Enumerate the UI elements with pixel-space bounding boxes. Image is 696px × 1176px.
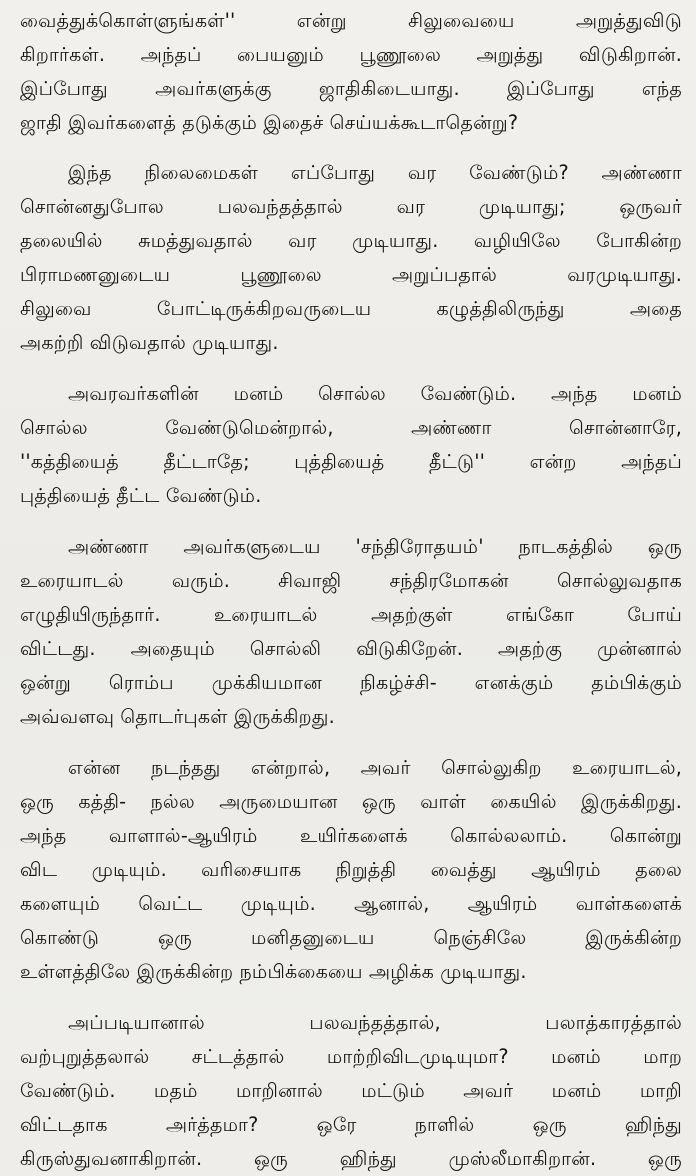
text-line: வற்புறுத்தலால் சட்டத்தால் மாற்றிவிடமுடியுமா? மனம் மாற xyxy=(20,1045,682,1068)
text-line: அகற்றி விடுவதால் முடியாது. xyxy=(20,331,279,354)
text-line: விட்டதாக அர்த்தமா? ஒரே நாளில் ஒரு ஹிந்து xyxy=(20,1113,682,1136)
text-line: ஜாதி இவர்களைத் தடுக்கும் இதைச் செய்யக்கூடாதென்று? xyxy=(20,111,519,134)
text-line: கிறார்கள். அந்தப் பையனும் பூணூலை அறுத்து விடுகிறான். xyxy=(20,43,682,66)
text-line: அவ்வளவு தொடர்புகள் இருக்கிறது. xyxy=(20,705,335,728)
text-line: ''கத்தியைத் தீட்டாதே; புத்தியைத் தீட்டு'' என்ற அந்தப் xyxy=(20,450,682,473)
text-line: பிராமணனுடைய பூணூலை அறுப்பதால் வரமுடியாது. xyxy=(20,263,682,286)
paragraph-5 xyxy=(20,751,682,989)
text-line: இப்போது அவர்களுக்கு ஜாதிகிடையாது. இப்போது எந்த xyxy=(20,77,682,100)
paragraph-3 xyxy=(20,377,682,513)
text-line: சிலுவை போட்டிருக்கிறவருடைய கழுத்திலிருந்து அதை xyxy=(20,297,682,320)
text-line: அவரவர்களின் மனம் சொல்ல வேண்டும். அந்த மனம் xyxy=(68,382,682,405)
text-line: அந்த வாளால்-ஆயிரம் உயிர்களைக் கொல்லலாம். கொன்று xyxy=(20,824,682,847)
paragraph-1 xyxy=(20,4,682,140)
text-line: கிருஸ்துவனாகிறான். ஒரு ஹிந்து முஸ்லீமாகிறான். ஒரு xyxy=(20,1147,682,1170)
text-line: என்ன நடந்தது என்றால், அவர் சொல்லுகிற உரையாடல், xyxy=(68,756,682,779)
text-line: உரையாடல் வரும். சிவாஜி சந்திரமோகன் சொல்லுவதாக xyxy=(20,569,682,592)
text-line: கொண்டு ஒரு மனிதனுடைய நெஞ்சிலே இருக்கின்ற xyxy=(20,926,682,949)
paragraph-2 xyxy=(20,156,682,360)
paragraph-4 xyxy=(20,530,682,734)
paragraph-6 xyxy=(20,1006,682,1176)
text-line: விட்டது. அதையும் சொல்லி விடுகிறேன். அதற்கு முன்னால் xyxy=(20,637,682,660)
text-line: உள்ளத்திலே இருக்கின்ற நம்பிக்கையை அழிக்க முடியாது. xyxy=(20,960,527,983)
text-line: ஒன்று ரொம்ப முக்கியமான நிகழ்ச்சி- எனக்கும் தம்பிக்கும் xyxy=(20,671,682,694)
text-line: தலையில் சுமத்துவதால் வர முடியாது. வழியிலே போகின்ற xyxy=(20,229,682,252)
text-line: அண்ணா அவர்களுடைய 'சந்திரோதயம்' நாடகத்தில் ஒரு xyxy=(68,535,682,558)
text-line: சொல்ல வேண்டுமென்றால், அண்ணா சொன்னாரே, xyxy=(20,416,682,439)
text-line: களையும் வெட்ட முடியும். ஆனால், ஆயிரம் வாள்களைக் xyxy=(20,892,682,915)
text-line: புத்தியைத் தீட்ட வேண்டும். xyxy=(20,484,262,507)
text-line: எழுதியிருந்தார். உரையாடல் அதற்குள் எங்கோ போய் xyxy=(20,603,682,626)
text-line: சொன்னதுபோல பலவந்தத்தால் வர முடியாது; ஒருவர் xyxy=(20,195,682,218)
text-line: ஒரு கத்தி- நல்ல அருமையான ஒரு வாள் கையில் இருக்கிறது. xyxy=(20,790,682,813)
text-line: வேண்டும். மதம் மாறினால் மட்டும் அவர் மனம் மாறி xyxy=(20,1079,682,1102)
text-line: விட முடியும். வரிசையாக நிறுத்தி வைத்து ஆயிரம் தலை xyxy=(20,858,682,881)
text-line: வைத்துக்கொள்ளுங்கள்'' என்று சிலுவையை அறுத்துவிடு xyxy=(20,9,682,32)
text-line: அப்படியானால் பலவந்தத்தால், பலாத்காரத்தால் xyxy=(68,1011,682,1034)
text-line: இந்த நிலைமைகள் எப்போது வர வேண்டும்? அண்ணா xyxy=(68,161,682,184)
